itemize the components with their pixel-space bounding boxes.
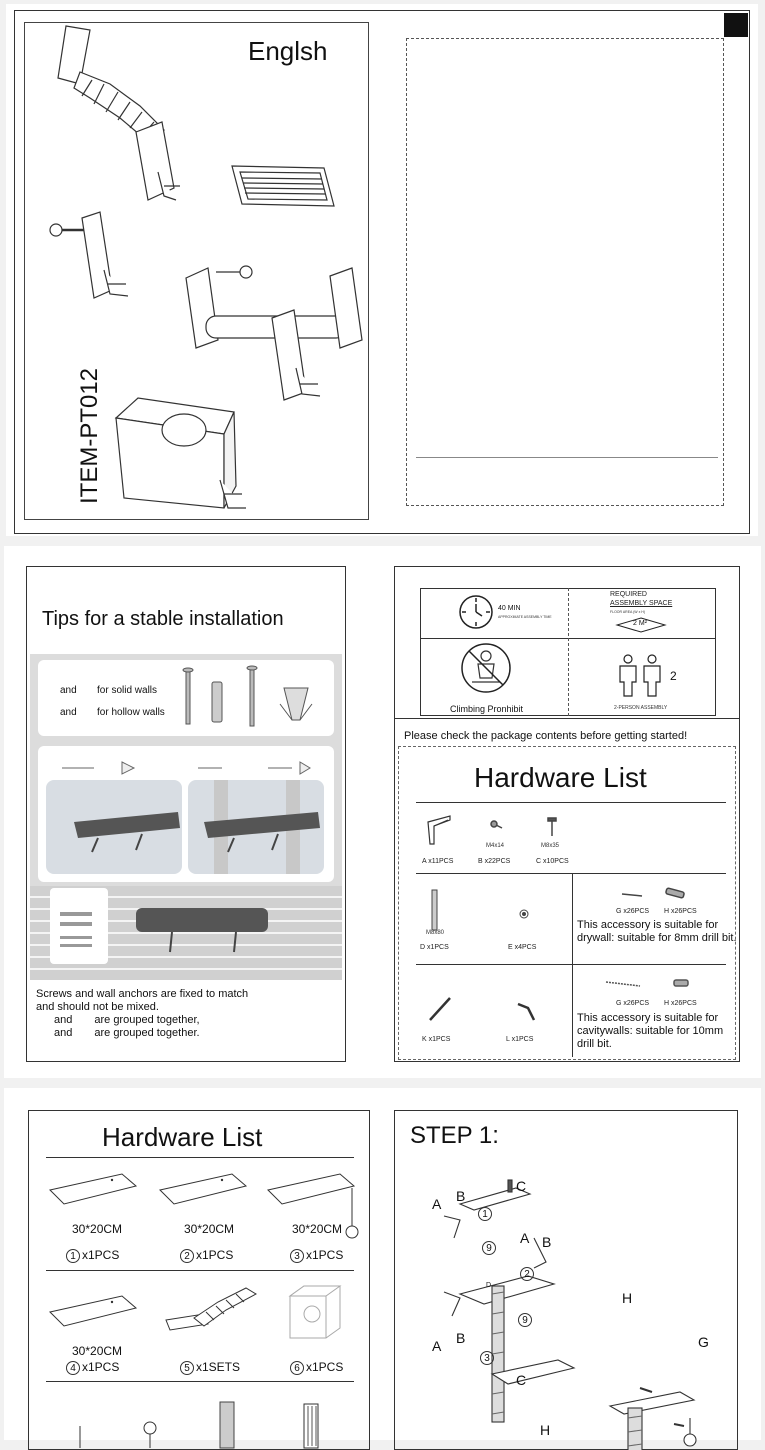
hardware-row2-rule <box>416 964 726 965</box>
part-6-qty <box>290 1360 343 1375</box>
cat-house-illustration <box>116 398 246 508</box>
tips-note-line3-text: are grouped together, <box>94 1014 200 1026</box>
step1-label-b-bottom: B <box>456 1330 466 1346</box>
drywall-note: This accessory is suitable for drywall: suitable for 8mm drill bit. <box>577 919 737 944</box>
person-count: 2 <box>670 669 677 683</box>
step1-label-a-bottom: A <box>432 1338 442 1354</box>
step1-label-h-bottom: H <box>540 1422 551 1438</box>
hardware-a-label: A x11PCS <box>422 858 454 865</box>
language-label: Englsh <box>248 36 328 66</box>
hardware-h1-label: H x26PCS <box>664 908 697 915</box>
tips-note-line4-text: are grouped together. <box>94 1027 200 1039</box>
part-1-qty-text: x1PCS <box>82 1248 120 1262</box>
part-1-number: 1 <box>66 1249 80 1263</box>
manual-hardware-page <box>4 1088 761 1440</box>
drywall-anchor-icons <box>616 886 716 906</box>
tips-note-line2: and should not be mixed. <box>36 1001 159 1013</box>
no-climbing-label: Climbing Pronhibit <box>450 704 524 714</box>
space-label-2: ASSEMBLY SPACE <box>610 600 673 607</box>
ramp-shelf-illustration <box>58 26 180 200</box>
parts-row1-rule <box>46 1270 354 1271</box>
no-climbing-icon <box>460 642 512 694</box>
cover-right-panel <box>406 38 724 506</box>
parts-list-title: Hardware List <box>102 1122 263 1152</box>
install-diagram <box>38 746 334 882</box>
manual-tips-page <box>4 546 761 1078</box>
hardware-l-label: L x1PCS <box>506 1036 534 1043</box>
hardware-b-label: B x22PCS <box>478 858 511 865</box>
assembly-time: 40 MIN <box>498 605 521 612</box>
part-3-number: 3 <box>290 1249 304 1263</box>
tips-note-line3 <box>36 1014 336 1027</box>
step1-label-c-top: C <box>516 1178 527 1194</box>
part-2-number: 2 <box>180 1249 194 1263</box>
cover-illustrations <box>24 22 376 522</box>
hardware-g1-label: G x26PCS <box>616 908 650 915</box>
hollow-walls-label: for hollow walls <box>97 707 165 718</box>
parts-row2-rule <box>46 1381 354 1382</box>
hardware-e-label: E x4PCS <box>508 944 537 951</box>
step1-label-a-mid: A <box>520 1230 530 1246</box>
tips-note-line3-and: and <box>54 1014 73 1026</box>
step1-label-c-bottom: C <box>516 1372 527 1388</box>
hardware-g2-label: G x26PCS <box>616 1000 650 1007</box>
space-label-1: REQUIRED <box>610 591 647 598</box>
cavity-anchor-icons <box>604 976 704 996</box>
two-person-icon <box>616 654 668 698</box>
solid-walls-label: for solid walls <box>97 685 158 696</box>
part-6-number: 6 <box>290 1361 304 1375</box>
ball-shelf-illustration <box>50 212 128 298</box>
item-code: ITEM-PT012 <box>76 367 103 504</box>
step1-label-b-top: B <box>456 1188 466 1204</box>
hardware-row3-icons <box>424 990 570 1030</box>
parts-row3-partial <box>64 1388 364 1448</box>
hardware-k-label: K x1PCS <box>422 1036 451 1043</box>
part-5-qty <box>180 1360 240 1375</box>
part-5-qty-text: x1SETS <box>196 1360 241 1374</box>
ramp-set <box>164 1284 264 1344</box>
hardware-list-title: Hardware List <box>474 762 647 793</box>
step1-marker-2: 2 <box>520 1266 536 1281</box>
assembly-info-vdivider <box>568 588 569 716</box>
space-value: 2 M² <box>633 620 647 627</box>
clock-icon <box>458 594 494 630</box>
hardware-title-rule <box>416 802 726 803</box>
package-check-note: Please check the package contents before getting started! <box>404 730 688 742</box>
tips-title: Tips for a stable installation <box>42 608 284 630</box>
cavity-note: This accessory is suitable for cavitywalls: suitable for 10mm drill bit. <box>577 1012 724 1050</box>
assembly-time-caption: APPROXIMATE ASSEMBLY TIME <box>498 615 552 619</box>
hardware-d-label: D x1PCS <box>420 944 449 951</box>
hardware-col-divider <box>572 873 573 1057</box>
cover-right-divider <box>416 457 718 458</box>
step1-title: STEP 1: <box>410 1122 499 1149</box>
person-label: 2-PERSON ASSEMBLY <box>614 705 668 711</box>
part-1-qty <box>66 1248 119 1263</box>
part-3-qty <box>290 1248 343 1263</box>
cat-house-box <box>284 1284 354 1344</box>
step1-label-b-mid: B <box>542 1234 552 1250</box>
step1-diagram <box>404 1164 724 1444</box>
hollow-walls-and: and <box>60 707 77 718</box>
step1-label-h-top: H <box>622 1290 633 1306</box>
bridge-illustration <box>186 266 362 400</box>
step1-marker-9-top: 9 <box>482 1240 498 1255</box>
hardware-h2-label: H x26PCS <box>664 1000 697 1007</box>
step1-label-g: G <box>698 1334 709 1350</box>
part-4-qty-text: x1PCS <box>82 1360 120 1374</box>
part-4-qty <box>66 1360 119 1375</box>
shelf-board-4 <box>48 1294 138 1328</box>
grille-illustration <box>232 166 334 206</box>
manual-cover-page <box>6 4 758 536</box>
part-2-qty-text: x1PCS <box>196 1248 234 1262</box>
step1-marker-9-bottom: 9 <box>518 1312 534 1327</box>
info-panel-separator <box>394 718 740 719</box>
hardware-c-label: C x10PCS <box>536 858 569 865</box>
part-2-qty <box>180 1248 233 1263</box>
part-4-size: 30*20CM <box>72 1344 123 1358</box>
step1-label-a-top: A <box>432 1196 442 1212</box>
step1-marker-1: 1 <box>478 1206 494 1221</box>
corner-marker <box>724 13 748 37</box>
hardware-d-spec: M8x80 <box>426 930 445 936</box>
part-3-size: 30*20CM <box>292 1222 343 1236</box>
tips-note <box>36 988 336 1040</box>
part-3-qty-text: x1PCS <box>306 1248 344 1262</box>
hardware-row2-icons <box>424 886 570 936</box>
tips-note-line4 <box>36 1027 336 1040</box>
hardware-b-spec: M4x14 <box>486 843 505 849</box>
hardware-c-spec: M8x35 <box>541 843 560 849</box>
part-5-number: 5 <box>180 1361 194 1375</box>
anchor-types-icons <box>180 664 330 734</box>
tips-note-line1: Screws and wall anchors are fixed to match <box>36 988 249 1000</box>
part-4-number: 4 <box>66 1361 80 1375</box>
solid-walls-and: and <box>60 685 77 696</box>
part-2-size: 30*20CM <box>184 1222 235 1236</box>
step1-label-d: D <box>486 1282 492 1289</box>
step1-marker-3: 3 <box>480 1350 496 1365</box>
tips-note-line4-and: and <box>54 1027 73 1039</box>
part-1-size: 30*20CM <box>72 1222 123 1236</box>
shelf-board-1 <box>48 1172 138 1206</box>
wall-shelf-diagram <box>30 886 342 980</box>
hardware-row1-rule <box>416 873 726 874</box>
part-6-qty-text: x1PCS <box>306 1360 344 1374</box>
shelf-board-2 <box>158 1172 248 1206</box>
space-caption: FLOOR AREA (W x H) <box>610 610 646 614</box>
parts-title-rule <box>46 1157 354 1158</box>
